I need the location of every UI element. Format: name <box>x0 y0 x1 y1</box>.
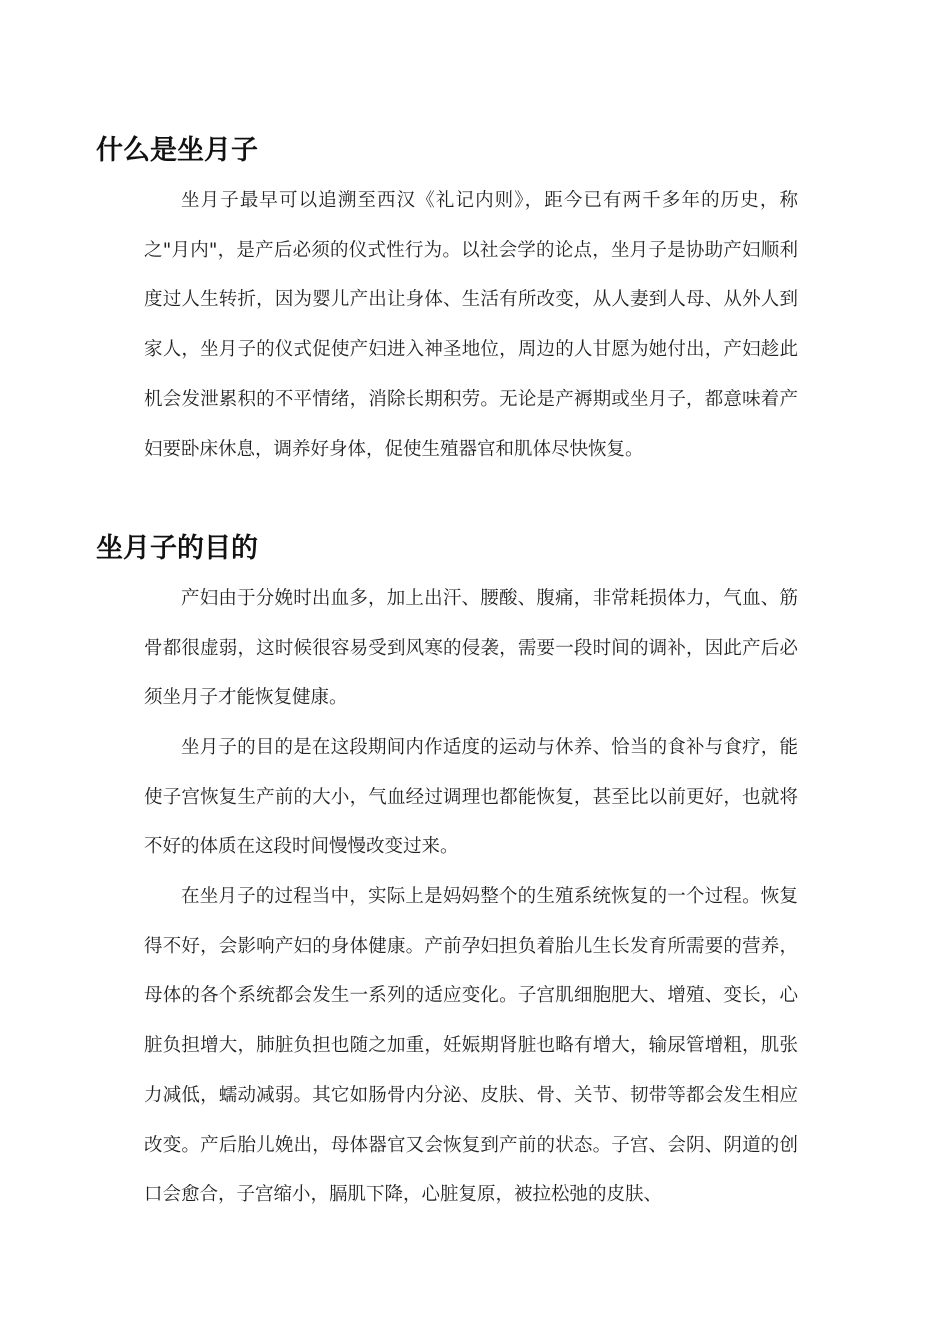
section-heading-purpose: 坐月子的目的 <box>96 533 258 564</box>
section-2-paragraph-3: 在坐月子的过程当中，实际上是妈妈整个的生殖系统恢复的一个过程。恢复得不好，会影响产妇的身体健康。产前孕妇担负着胎儿生长发育所需要的营养，母体的各个系统都会发生一系列的适应变化。子宫肌细胞肥大、增殖、变长，心脏负担增大，肺脏负担也随之加重，妊娠期肾脏也略有增大，输尿管增粗，肌张力减低，蠕动减弱。其它如肠骨内分泌、皮肤、骨、关节、韧带等都会发生相应改变。产后胎儿娩出，母体器官又会恢复到产前的状态。子宫、会阴、阴道的创口会愈合，子宫缩小，膈肌下降，心脏复原，被拉松弛的皮肤、 <box>144 886 798 1206</box>
section-2-paragraph-1: 产妇由于分娩时出血多，加上出汗、腰酸、腹痛，非常耗损体力，气血、筋骨都很虚弱，这时候很容易受到风寒的侵袭，需要一段时间的调补，因此产后必须坐月子才能恢复健康。 <box>144 588 798 709</box>
section-heading-what-is-zuoyuezi: 什么是坐月子 <box>96 135 258 166</box>
section-1-paragraph-1: 坐月子最早可以追溯至西汉《礼记内则》，距今已有两千多年的历史，称之"月内"，是产后必须的仪式性行为。以社会学的论点，坐月子是协助产妇顺利度过人生转折，因为婴儿产出让身体、生活有所改变，从人妻到人母、从外人到家人，坐月子的仪式促使产妇进入神圣地位，周边的人甘愿为她付出，产妇趁此机会发泄累积的不平情绪，消除长期积劳。无论是产褥期或坐月子，都意味着产妇要卧床休息，调养好身体，促使生殖器官和肌体尽快恢复。 <box>144 190 798 460</box>
section-2-paragraph-2: 坐月子的目的是在这段期间内作适度的运动与休养、恰当的食补与食疗，能使子宫恢复生产前的大小，气血经过调理也都能恢复，甚至比以前更好，也就将不好的体质在这段时间慢慢改变过来。 <box>144 737 798 858</box>
